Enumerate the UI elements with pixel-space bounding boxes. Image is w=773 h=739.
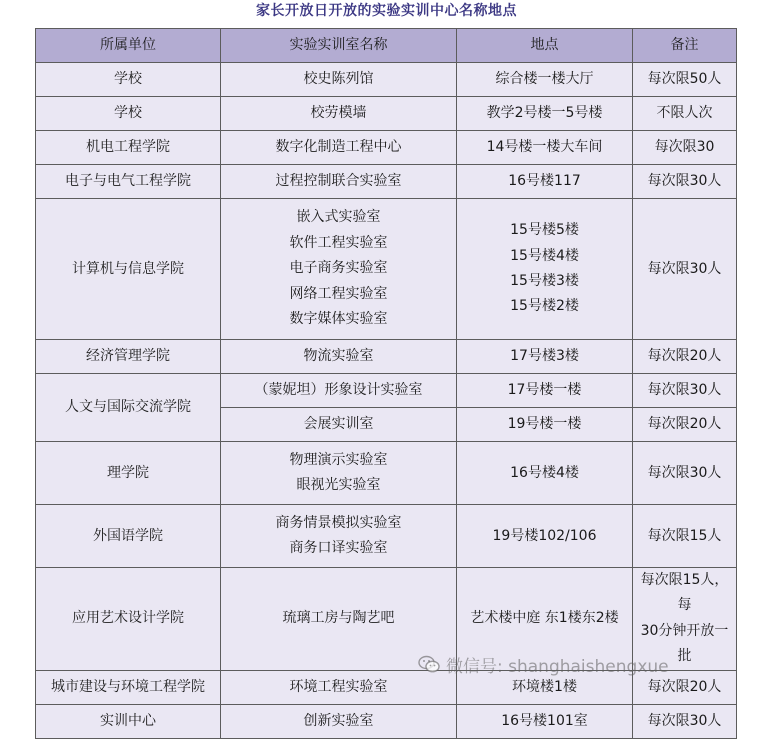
watermark-text: 微信号: shanghaishengxue (446, 656, 669, 677)
location-text: 15号楼2楼 (510, 298, 579, 315)
location-text: 15号楼4楼 (510, 247, 579, 264)
cell-unit: 应用艺术设计学院 (36, 568, 221, 671)
cell-room: 数字化制造工程中心 (221, 131, 457, 165)
cell-note: 每次限20人 (633, 670, 737, 704)
cell-room-list (221, 199, 457, 340)
cell-note: 每次限20人 (633, 340, 737, 374)
table-row (36, 442, 737, 505)
cell-room: 创新实验室 (221, 704, 457, 738)
cell-location: 16号楼117 (457, 165, 633, 199)
cell-room-list (221, 442, 457, 505)
cell-room: （蒙妮坦）形象设计实验室 (221, 374, 457, 408)
room-name: 物理演示实验室 (289, 451, 388, 468)
table-row (36, 704, 737, 738)
table-row (36, 131, 737, 165)
cell-unit: 人文与国际交流学院 (36, 374, 221, 442)
room-name: 商务口译实验室 (289, 540, 388, 556)
cell-location: 19号楼102/106 (457, 505, 633, 568)
cell-unit: 实训中心 (36, 704, 221, 738)
table-row (36, 505, 737, 568)
room-name: 商务情景模拟实验室 (275, 514, 402, 531)
header-unit: 所属单位 (36, 29, 221, 63)
cell-unit: 外国语学院 (36, 505, 221, 568)
cell-note: 每次限15人 (633, 505, 737, 568)
lab-table (35, 28, 737, 739)
cell-location-list (457, 199, 633, 340)
table-header-row (36, 29, 737, 63)
cell-note: 每次限30人 (633, 199, 737, 340)
cell-location: 14号楼一楼大车间 (457, 131, 633, 165)
location-text: 15号楼3楼 (510, 273, 579, 289)
note-line: 每次限15人，每 (640, 572, 729, 614)
room-name: 眼视光实验室 (296, 477, 381, 493)
cell-note: 每次限20人 (633, 408, 737, 442)
table-row (36, 340, 737, 374)
cell-note: 每次限30人 (633, 374, 737, 408)
cell-room-list (221, 505, 457, 568)
room-name: 网络工程实验室 (289, 285, 388, 302)
cell-room: 环境工程实验室 (221, 670, 457, 704)
header-note: 备注 (633, 29, 737, 63)
cell-location: 16号楼101室 (457, 704, 633, 738)
cell-note: 不限人次 (633, 97, 737, 131)
header-room-name: 实验实训室名称 (221, 29, 457, 63)
cell-note: 每次限50人 (633, 63, 737, 97)
cell-room: 会展实训室 (221, 408, 457, 442)
table-row (36, 63, 737, 97)
cell-unit: 学校 (36, 97, 221, 131)
cell-location: 17号楼3楼 (457, 340, 633, 374)
cell-room: 琉璃工房与陶艺吧 (221, 568, 457, 671)
location-text: 15号楼5楼 (510, 222, 579, 239)
cell-location: 环境楼1楼 (457, 670, 633, 704)
cell-note: 每次限30人 (633, 704, 737, 738)
cell-unit: 学校 (36, 63, 221, 97)
room-name: 数字媒体实验室 (289, 311, 388, 328)
room-name: 软件工程实验室 (289, 234, 388, 251)
table-title: 家长开放日开放的实验实训中心名称地点 (256, 3, 517, 19)
cell-unit: 机电工程学院 (36, 131, 221, 165)
cell-note: 每次限30人 (633, 442, 737, 505)
room-name: 嵌入式实验室 (296, 209, 381, 226)
watermark (418, 652, 669, 676)
cell-location: 综合楼一楼大厅 (457, 63, 633, 97)
table-row (36, 199, 737, 340)
cell-note: 每次限30人 (633, 165, 737, 199)
cell-location: 教学2号楼一5号楼 (457, 97, 633, 131)
cell-unit: 经济管理学院 (36, 340, 221, 374)
table-row (36, 97, 737, 131)
table-row (36, 374, 737, 408)
cell-location: 19号楼一楼 (457, 408, 633, 442)
cell-note: 每次限30 (633, 131, 737, 165)
cell-room: 校劳模墙 (221, 97, 457, 131)
note-line: 30分钟开放一批 (640, 622, 729, 665)
cell-unit: 城市建设与环境工程学院 (36, 670, 221, 704)
cell-location: 16号楼4楼 (457, 442, 633, 505)
cell-location: 17号楼一楼 (457, 374, 633, 408)
cell-room: 过程控制联合实验室 (221, 165, 457, 199)
cell-unit: 计算机与信息学院 (36, 199, 221, 340)
cell-room: 校史陈列馆 (221, 63, 457, 97)
room-name: 电子商务实验室 (289, 260, 388, 277)
cell-room: 物流实验室 (221, 340, 457, 374)
cell-unit: 理学院 (36, 442, 221, 505)
cell-location: 艺术楼中庭 东1楼东2楼 (457, 568, 633, 671)
cell-unit: 电子与电气工程学院 (36, 165, 221, 199)
table-row (36, 165, 737, 199)
header-location: 地点 (457, 29, 633, 63)
wechat-icon (418, 655, 440, 673)
